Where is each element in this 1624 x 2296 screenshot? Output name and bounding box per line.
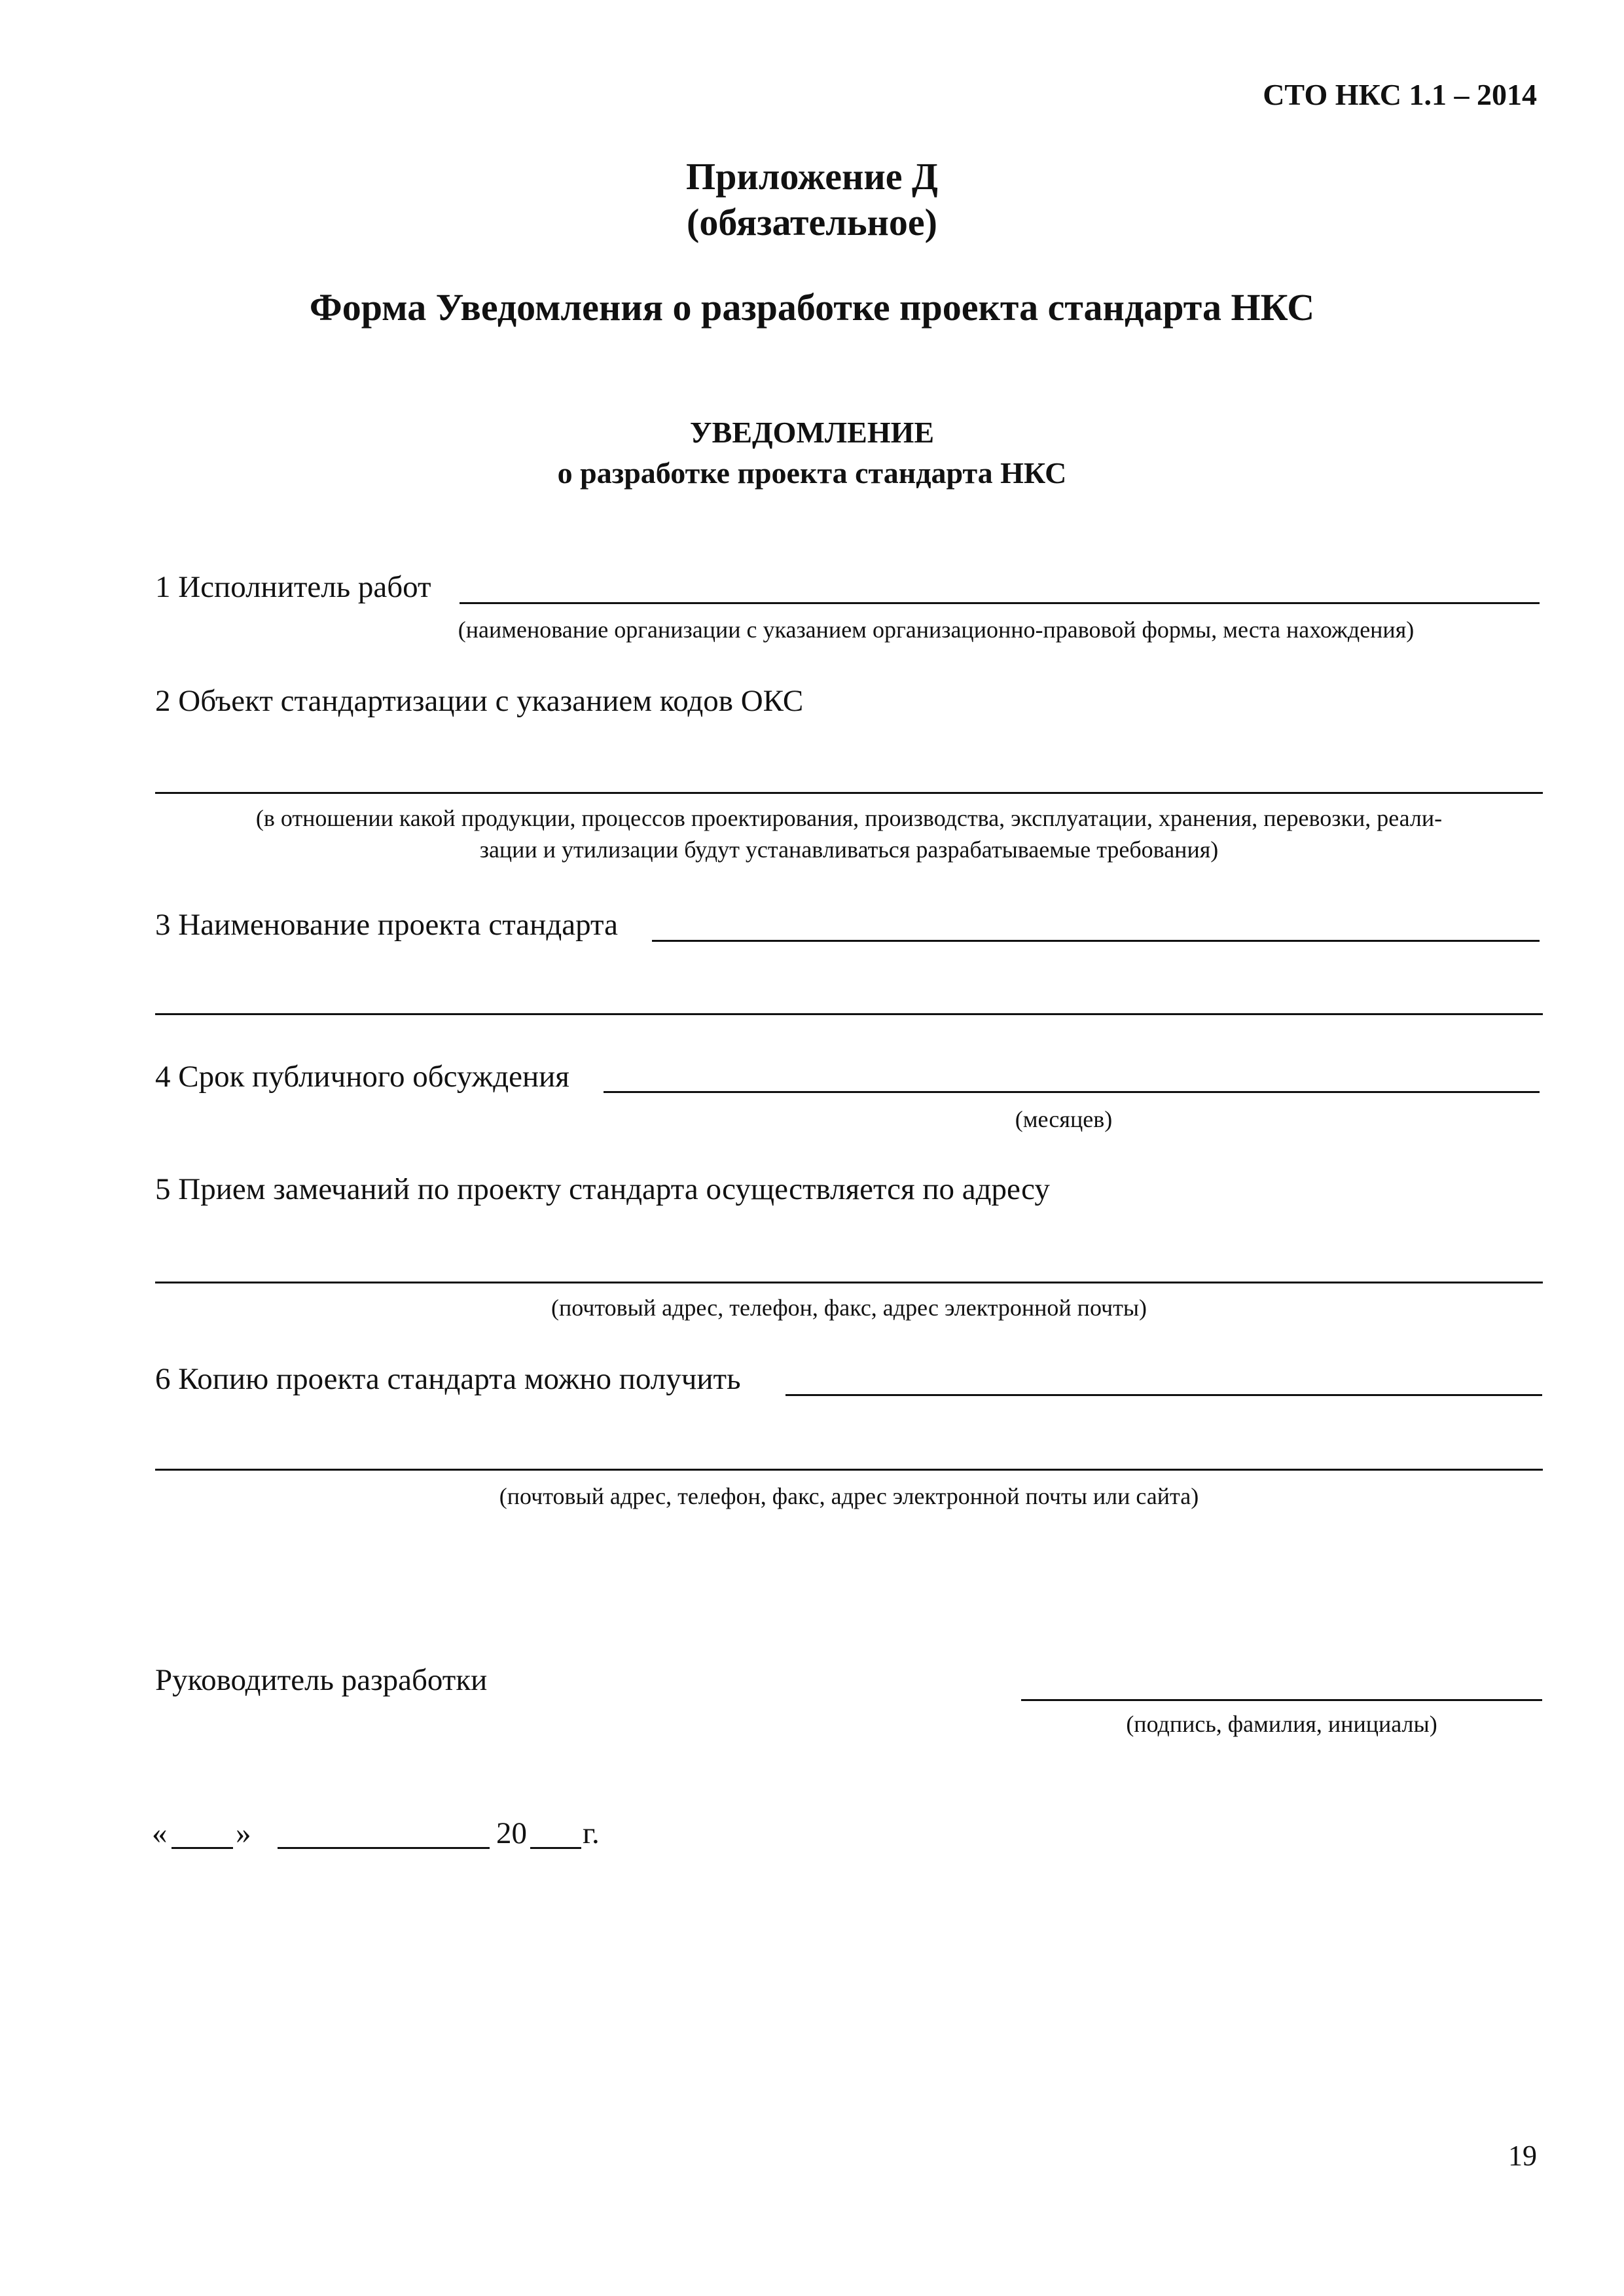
notice-title: УВЕДОМЛЕНИЕ [689,416,935,449]
date-open-quote: « [152,1816,168,1850]
item-5-field[interactable] [155,1282,1543,1283]
appendix-status: (обязательное) [687,201,937,243]
item-1-caption: (наименование организации с указанием организационно-правовой формы, места нахождения) [458,617,1415,643]
date-close-quote: » [236,1816,251,1850]
item-1-field[interactable] [460,602,1540,604]
item-2-caption-line-1: (в отношении какой продукции, процессов проектирования, производства, эксплуатации, хранения, перевозки, реали- [255,805,1443,831]
signature-caption: (подпись, фамилия, инициалы) [1126,1711,1437,1737]
date-year-field[interactable] [530,1847,581,1849]
item-4-caption: (месяцев) [1015,1106,1113,1132]
appendix-title: Приложение Д [686,155,938,198]
item-2-label: 2 Объект стандартизации с указанием кодов ОКС [155,684,804,718]
form-title: Форма Уведомления о разработке проекта стандарта НКС [309,286,1315,329]
item-5-label: 5 Прием замечаний по проекту стандарта осуществляется по адресу [155,1172,1050,1206]
item-1-label: 1 Исполнитель работ [155,570,431,604]
item-3-field[interactable] [652,940,1540,942]
document-code: СТО НКС 1.1 – 2014 [1263,78,1537,111]
item-6-field-continued[interactable] [155,1469,1543,1471]
item-6-caption: (почтовый адрес, телефон, факс, адрес электронной почты или сайта) [499,1483,1199,1509]
notice-subtitle: о разработке проекта стандарта НКС [557,456,1067,490]
item-3-label: 3 Наименование проекта стандарта [155,908,618,942]
item-6-label: 6 Копию проекта стандарта можно получить [155,1362,741,1396]
date-month-field[interactable] [278,1847,490,1849]
page-number: 19 [1508,2140,1537,2172]
item-3-field-continued[interactable] [155,1013,1543,1015]
item-2-field[interactable] [155,792,1543,794]
item-4-label: 4 Срок публичного обсуждения [155,1060,569,1094]
signature-label: Руководитель разработки [155,1663,488,1697]
item-4-field[interactable] [604,1091,1540,1093]
date-day-field[interactable] [171,1847,233,1849]
item-6-field[interactable] [785,1394,1542,1396]
signature-field[interactable] [1021,1699,1542,1701]
item-5-caption: (почтовый адрес, телефон, факс, адрес электронной почты) [550,1295,1147,1321]
item-2-caption-line-2: зации и утилизации будут устанавливаться разрабатываемые требования) [479,836,1219,863]
date-year-suffix: г. [583,1816,600,1850]
date-year-prefix: 20 [496,1816,527,1850]
